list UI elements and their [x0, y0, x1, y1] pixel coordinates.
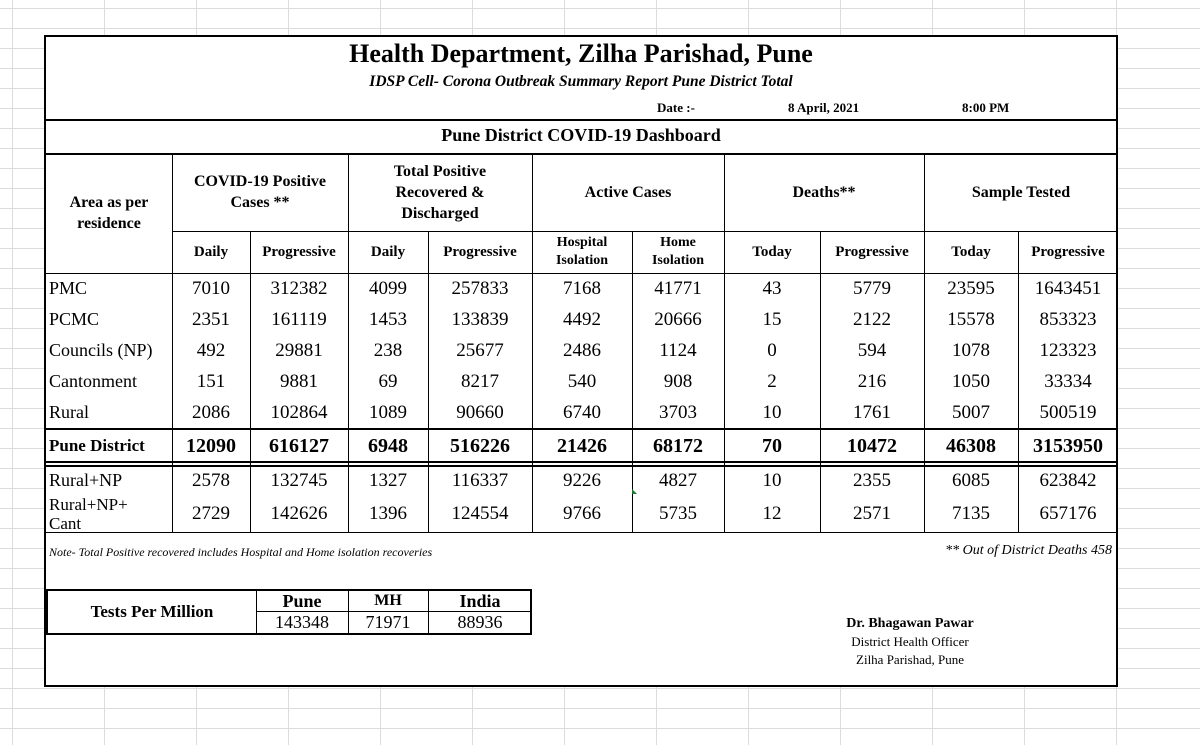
row-label-rural-np-cant [46, 495, 172, 533]
table-cell: 4492 [563, 308, 601, 330]
table-cell: 2571 [853, 503, 891, 524]
table-cell: 6085 [952, 469, 990, 491]
table-cell: 216 [857, 370, 887, 392]
row-label-line: Rural+NP+ [49, 495, 128, 514]
total-cell: 516226 [450, 434, 510, 457]
total-cell: 46308 [946, 434, 996, 457]
table-cell: 7168 [563, 277, 601, 299]
total-cell: 70 [762, 434, 782, 457]
table-cell: 5007 [952, 401, 990, 423]
table-cell: 15578 [947, 308, 995, 330]
table-cell: 238 [373, 339, 403, 361]
subheader-deaths-today: Today [752, 243, 792, 260]
divider [348, 153, 349, 533]
table-cell: 257833 [451, 277, 509, 299]
table-cell: 25677 [456, 339, 504, 361]
col-header-recovered: Total Positive Recovered & Discharged [393, 162, 487, 222]
footnote-out-of-district: ** Out of District Deaths 458 [945, 543, 1112, 558]
row-label-rural: Rural [49, 402, 89, 422]
row-label-cantonment: Cantonment [49, 371, 137, 391]
divider [532, 153, 533, 533]
table-cell: 133839 [451, 308, 509, 330]
report-date: 8 April, 2021 [788, 100, 860, 115]
table-cell: 312382 [270, 277, 328, 299]
divider [46, 532, 1118, 533]
table-cell: 853323 [1039, 308, 1097, 330]
table-cell: 33334 [1044, 370, 1092, 392]
divider [724, 153, 725, 533]
table-cell: 1643451 [1034, 277, 1102, 299]
table-cell: 9226 [563, 469, 601, 491]
table-cell: 43 [762, 277, 782, 299]
row-label-line: Cant [49, 514, 82, 533]
total-cell: 21426 [557, 434, 607, 457]
table-cell: 142626 [270, 503, 328, 524]
col-header-positive: COVID-19 Positive Cases ** [194, 173, 326, 211]
subheader-samples-progressive: Progressive [1031, 243, 1105, 260]
table-cell: 2122 [853, 308, 891, 330]
tests-per-million-box [46, 589, 532, 635]
table-cell: 492 [196, 339, 226, 361]
subheader-positive-progressive: Progressive [262, 243, 336, 260]
covid-table [46, 153, 1118, 533]
divider [172, 153, 173, 533]
table-cell: 2355 [853, 469, 891, 491]
table-cell: 12 [762, 503, 782, 524]
signatory-office: Zilha Parishad, Pune [856, 652, 964, 667]
tpm-header-india: India [459, 590, 501, 611]
table-cell: 1078 [952, 339, 990, 361]
subheader-home-isolation: Home Isolation [651, 235, 705, 268]
row-label-councils: Councils (NP) [49, 340, 153, 360]
table-cell: 0 [767, 339, 777, 361]
table-cell: 2578 [192, 469, 230, 491]
row-label-pune-district: Pune District [49, 436, 145, 455]
signature-block [830, 615, 990, 669]
table-cell: 151 [196, 370, 226, 392]
table-cell: 123323 [1039, 339, 1097, 361]
table-cell: 1453 [369, 308, 407, 330]
table-cell: 5735 [659, 503, 697, 524]
table-cell: 623842 [1039, 469, 1097, 491]
table-cell: 2486 [563, 339, 601, 361]
table-cell: 69 [378, 370, 398, 392]
tpm-header-mh: MH [374, 592, 402, 609]
table-cell: 7135 [952, 503, 990, 524]
divider [172, 231, 1118, 232]
table-cell: 4099 [369, 277, 407, 299]
total-cell: 10472 [847, 434, 897, 457]
divider [428, 231, 429, 533]
row-label-pcmc: PCMC [49, 309, 100, 329]
table-cell: 10 [762, 469, 782, 491]
cell-marker-icon [632, 489, 637, 494]
tpm-value-pune: 143348 [275, 611, 329, 632]
page-subtitle: IDSP Cell- Corona Outbreak Summary Report Pune District Total [369, 73, 793, 90]
divider [46, 461, 1118, 463]
table-cell: 1396 [369, 503, 407, 524]
total-cell: 12090 [186, 434, 236, 457]
table-cell: 1089 [369, 401, 407, 423]
row-label-pmc: PMC [49, 278, 88, 298]
subheader-recovered-progressive: Progressive [443, 243, 517, 260]
table-cell: 9881 [280, 370, 318, 392]
date-label: Date :- [657, 100, 695, 115]
table-cell: 1761 [853, 401, 891, 423]
divider [46, 428, 1118, 430]
subheader-recovered-daily: Daily [370, 243, 406, 260]
table-cell: 500519 [1039, 401, 1097, 423]
table-cell: 161119 [271, 308, 327, 330]
table-cell: 657176 [1039, 503, 1097, 524]
subheader-deaths-progressive: Progressive [835, 243, 909, 260]
col-header-area: Area as per residence [69, 194, 149, 232]
divider [46, 153, 1118, 155]
divider [1018, 231, 1019, 533]
table-cell: 2351 [192, 308, 230, 330]
table-cell: 2729 [192, 503, 230, 524]
signatory-name: Dr. Bhagawan Pawar [846, 616, 974, 631]
table-cell: 20666 [654, 308, 702, 330]
divider [46, 273, 1118, 274]
divider [46, 465, 1118, 467]
table-cell: 594 [857, 339, 887, 361]
table-cell: 6740 [563, 401, 601, 423]
table-cell: 90660 [456, 401, 504, 423]
total-cell: 3153950 [1033, 434, 1103, 457]
report-sheet [44, 35, 1118, 687]
table-cell: 102864 [270, 401, 328, 423]
table-cell: 2 [767, 370, 777, 392]
row-label-rural-np: Rural+NP [49, 470, 123, 490]
tpm-value-india: 88936 [457, 611, 503, 632]
table-cell: 540 [567, 370, 597, 392]
table-cell: 23595 [947, 277, 995, 299]
dashboard-title: Pune District COVID-19 Dashboard [441, 125, 721, 145]
divider [820, 231, 821, 533]
tpm-header-pune: Pune [282, 590, 322, 611]
table-cell: 132745 [270, 469, 328, 491]
table-cell: 5779 [853, 277, 891, 299]
tpm-value-mh: 71971 [365, 611, 411, 632]
subheader-hospital-isolation: Hospital Isolation [555, 235, 609, 268]
col-header-deaths: Deaths** [792, 183, 856, 201]
table-cell: 116337 [451, 469, 509, 491]
table-cell: 3703 [659, 401, 697, 423]
table-cell: 10 [762, 401, 782, 423]
table-cell: 15 [762, 308, 782, 330]
table-cell: 1124 [659, 339, 697, 361]
table-cell: 4827 [659, 469, 697, 491]
page-title: Health Department, Zilha Parishad, Pune [349, 39, 813, 68]
total-cell: 6948 [368, 434, 408, 457]
divider [250, 231, 251, 533]
table-cell: 29881 [275, 339, 323, 361]
tpm-label: Tests Per Million [90, 602, 214, 621]
table-cell: 2086 [192, 401, 230, 423]
table-cell: 9766 [563, 503, 601, 524]
table-cell: 124554 [451, 503, 509, 524]
divider [46, 119, 1116, 121]
total-cell: 68172 [653, 434, 703, 457]
subheader-samples-today: Today [951, 243, 991, 260]
col-header-samples: Sample Tested [971, 183, 1071, 201]
table-cell: 1327 [369, 469, 407, 491]
report-time: 8:00 PM [962, 100, 1010, 115]
footnote-recovered: Note- Total Positive recovered includes Hospital and Home isolation recoveries [49, 545, 433, 559]
subheader-positive-daily: Daily [193, 243, 229, 260]
col-header-active: Active Cases [584, 183, 672, 201]
divider [632, 231, 633, 533]
divider [924, 153, 925, 533]
total-cell: 616127 [269, 434, 329, 457]
table-cell: 41771 [654, 277, 702, 299]
signatory-designation: District Health Officer [851, 634, 969, 649]
table-cell: 7010 [192, 277, 230, 299]
table-cell: 8217 [461, 370, 499, 392]
table-cell: 1050 [952, 370, 990, 392]
table-cell: 908 [663, 370, 693, 392]
